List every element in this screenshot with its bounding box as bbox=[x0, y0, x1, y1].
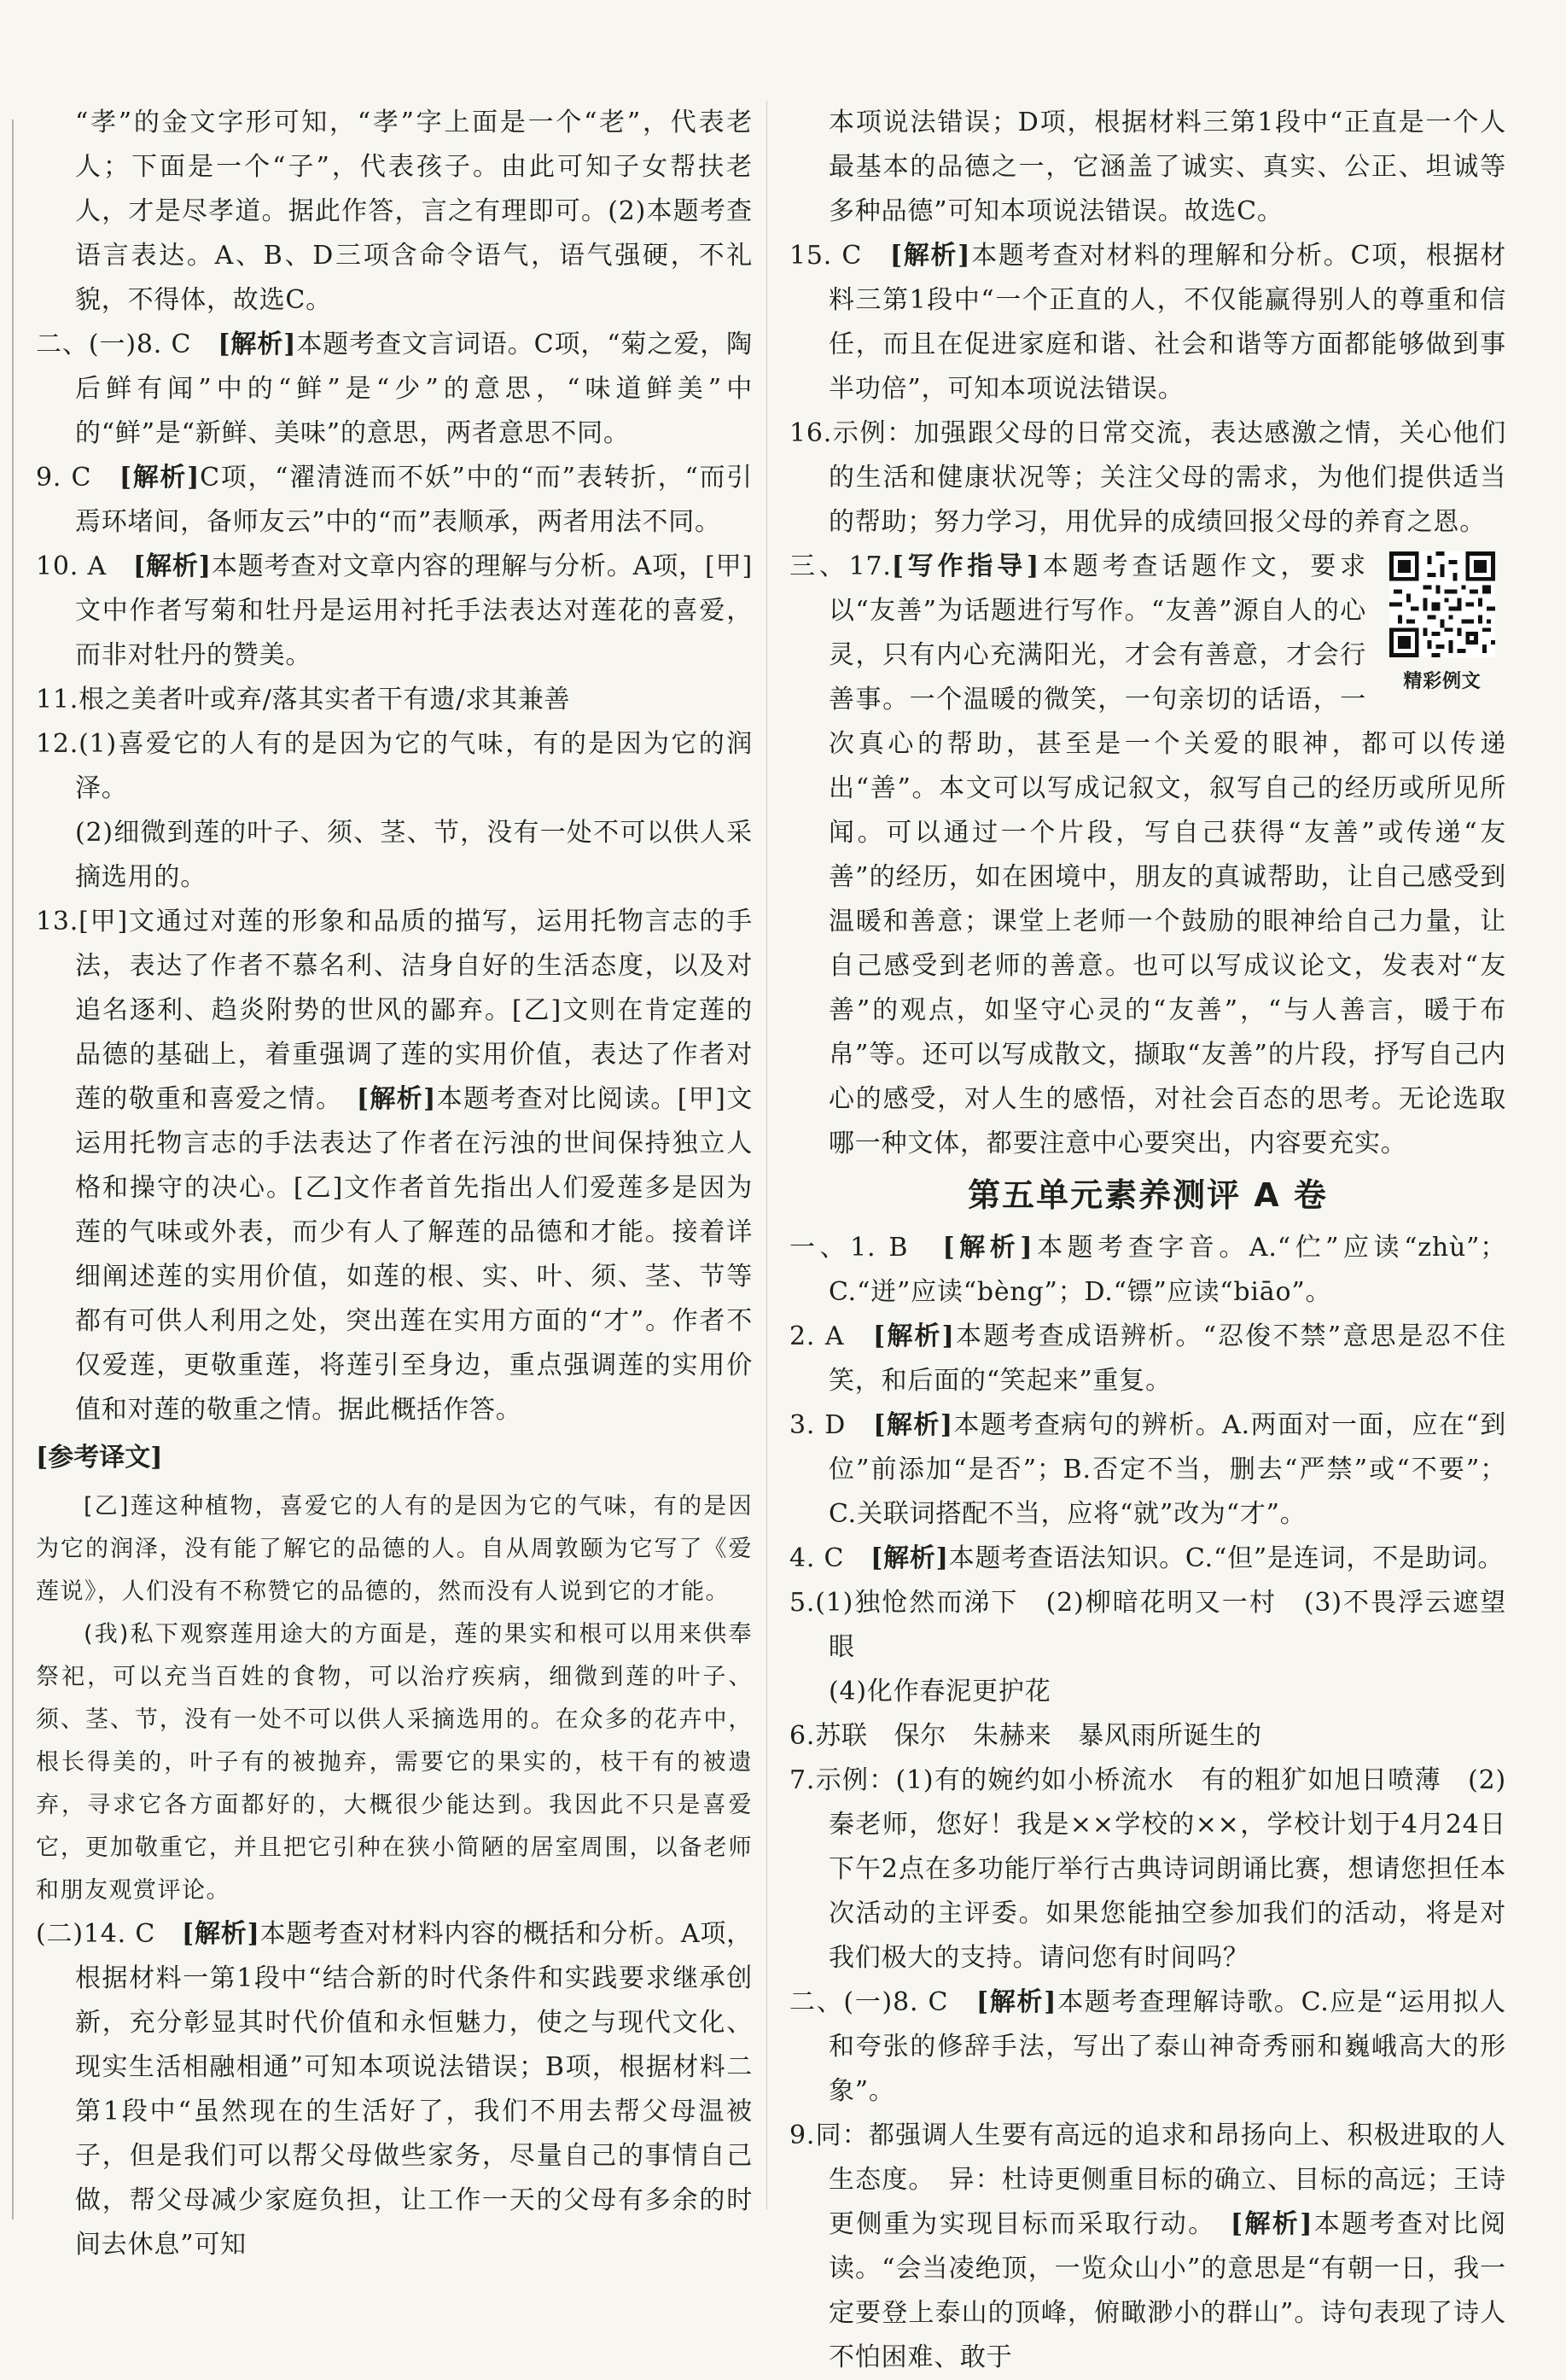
answer-u5-q3 bbox=[789, 1403, 1506, 1537]
answer-text: 本题考查理解诗歌。C.应是“运用拟人和夸张的修辞手法，写出了泰山神奇秀丽和巍峨高大的形象”。 bbox=[829, 1987, 1506, 2106]
analysis-text: 本题考查对比阅读。[甲]文运用托物言志的手法表达了作者在污浊的世间保持独立人格和操守的决心。[乙]文作者首先指出人们爱莲多是因为莲的气味或外表，而少有人了解莲的品德和才能。接着详细阐述莲的实用价值，如莲的根、实、叶、须、茎、节等都有可供人利用之处，突出莲在实用方面的“才”。作者不仅爱莲，更敬重莲，将莲引至身边，重点强调莲的实用价值和对莲的敬重之情。据此概括作答。 bbox=[75, 1084, 754, 1425]
analysis-tag: [解析] bbox=[119, 463, 201, 493]
question-number: 二、(一)8. C bbox=[36, 330, 192, 359]
answer-text: 本题考查话题作文，要求以“友善”为话题进行写作。“友善”源自人的心灵，只有内心充满阳光，才会有善意，才会行善事。一个温暖的微笑，一句亲切的话语，一次真心的帮助，甚至是一个关爱的眼神，都可以传递出“善”。本文可以写成记叙文，叙写自己的经历或所见所闻。可以通过一个片段，写自己获得“友善”或传递“友善”的经历，如在困境中，朋友的真诚帮助，让自己感受到温暖和善意；课堂上老师一个鼓励的眼神给自己力量，让自己感受到老师的善意。也可以写成议论文，发表对“友善”的观点，如坚守心灵的“友善”，“与人善言，暖于布帛”等。还可以写成散文，撷取“友善”的片段，抒写自己内心的感受，对人生的感悟，对社会百态的思考。无论选取哪一种文体，都要注意中心要突出，内容要充实。 bbox=[829, 551, 1506, 1158]
question-number: 9. bbox=[789, 2120, 816, 2150]
answer-text: 本题考查语法知识。C.“但”是连词，不是助词。 bbox=[948, 1543, 1505, 1573]
analysis-tag: [解析] bbox=[356, 1084, 437, 1114]
answer-u5-q2 bbox=[789, 1315, 1506, 1403]
right-column bbox=[789, 101, 1506, 2380]
analysis-tag: [解析] bbox=[218, 330, 297, 359]
answer-text: 本题考查成语辨析。“忍俊不禁”意思是忍不住笑，和后面的“笑起来”重复。 bbox=[829, 1321, 1506, 1396]
question-number: 13. bbox=[36, 907, 79, 936]
qr-caption: 精彩例文 bbox=[1403, 671, 1482, 692]
question-number: 一、1. B bbox=[789, 1233, 909, 1263]
answer-text: 同：都强调人生要有高远的追求和昂扬向上、积极进取的人生态度。 异：杜诗更侧重目标的确立、目标的高远；王诗更侧重为实现目标而采取行动。 bbox=[815, 2120, 1506, 2239]
answer-text: 本题考查对文章内容的理解与分析。A项，[甲]文中作者写菊和牡丹是运用衬托手法表达对莲花的喜爱，而非对牡丹的赞美。 bbox=[75, 551, 753, 670]
analysis-tag: [解析] bbox=[872, 1321, 955, 1351]
answer-q15 bbox=[789, 234, 1506, 411]
question-number: 2. A bbox=[789, 1321, 845, 1351]
question-number: 3. D bbox=[789, 1410, 847, 1440]
analysis-tag: [解析] bbox=[181, 1919, 260, 1949]
answer-u5-q5 bbox=[789, 1581, 1506, 1670]
answer-q9 bbox=[36, 456, 753, 545]
answer-q11 bbox=[36, 678, 753, 722]
analysis-tag: [解析] bbox=[870, 1543, 949, 1573]
answer-q13 bbox=[36, 900, 753, 1432]
answer-q16 bbox=[789, 411, 1506, 545]
analysis-tag: [解析] bbox=[942, 1233, 1033, 1263]
qr-code-icon[interactable] bbox=[1389, 551, 1495, 657]
answer-u5-q4 bbox=[789, 1537, 1506, 1581]
writing-guide-tag: [写作指导] bbox=[891, 551, 1040, 581]
question-number: 7. bbox=[789, 1765, 816, 1795]
question-number: 11. bbox=[36, 685, 79, 715]
analysis-text: 本题考查对比阅读。“会当凌绝顶，一览众山小”的意思是“有朝一日，我一定要登上泰山的顶峰，俯瞰渺小的群山”。诗句表现了诗人不怕困难、敢于 bbox=[829, 2209, 1507, 2372]
answer-q12-part2: (2)细微到莲的叶子、须、茎、节，没有一处不可以供人采摘选用的。 bbox=[75, 818, 753, 892]
answer-text: [甲]文通过对莲的形象和品质的描写，运用托物言志的手法，表达了作者不慕名利、洁身自好的生活态度，以及对追名逐利、趋炎附势的世风的鄙弃。[乙]文则在肯定莲的品德的基础上，着重强调了莲的实用价值，表达了作者对莲的敬重和喜爱之情。 bbox=[75, 907, 753, 1114]
answer-q10 bbox=[36, 545, 753, 678]
question-number: (二)14. C bbox=[36, 1919, 156, 1949]
reference-translation-p2: (我)私下观察莲用途大的方面是，莲的果实和根可以用来供奉祭祀，可以充当百姓的食物，可以治疗疾病，细微到莲的叶子、须、茎、节，没有一处不可以供人采摘选用的。在众多的花卉中，根长得美的，叶子有的被抛弃，需要它的果实的，枝干有的被遗弃，寻求它各方面都好的，大概很少能达到。我因此不只是喜爱它，更加敬重它，并且把它引种在狭小简陋的居室周围，以备老师和朋友观赏评论。 bbox=[36, 1621, 753, 1904]
answer-q14-continued: 本项说法错误；D项，根据材料三第1段中“正直是一个人最基本的品德之一，它涵盖了诚实、真实、公正、坦诚等多种品德”可知本项说法错误。故选C。 bbox=[829, 108, 1506, 226]
question-number: 12. bbox=[36, 729, 79, 759]
answer-fragment: “孝”的金文字形可知，“孝”字上面是一个“老”，代表老人；下面是一个“子”，代表孩子。由此可知子女帮扶老人，才是尽孝道。据此作答，言之有理即可。(2)本题考查语言表达。A、B、D三项含命令语气，语气强硬，不礼貌，不得体，故选C。 bbox=[75, 108, 753, 315]
left-column bbox=[36, 101, 753, 2267]
answer-text: (1)独怆然而涕下 (2)柳暗花明又一村 (3)不畏浮云遮望眼 bbox=[815, 1588, 1506, 1662]
analysis-tag: [解析] bbox=[1230, 2209, 1313, 2239]
question-number: 15. C bbox=[789, 241, 863, 271]
answer-u5-q9 bbox=[789, 2114, 1506, 2380]
answer-q17 bbox=[789, 545, 1506, 1166]
answer-u5-q6 bbox=[789, 1714, 1506, 1759]
answer-text: 本题考查病句的辨析。A.两面对一面，应在“到位”前添加“是否”；B.否定不当，删去“严禁”或“不要”；C.关联词搭配不当，应将“就”改为“才”。 bbox=[829, 1410, 1506, 1529]
answer-u5-q8 bbox=[789, 1980, 1506, 2114]
question-number: 二、(一)8. C bbox=[789, 1987, 949, 2017]
answer-u5-q1 bbox=[789, 1226, 1506, 1315]
question-number: 10. A bbox=[36, 551, 107, 581]
question-number: 4. C bbox=[789, 1543, 845, 1573]
question-number: 6. bbox=[789, 1721, 816, 1751]
analysis-tag: [解析] bbox=[975, 1987, 1057, 2017]
answer-u5-q7 bbox=[789, 1759, 1506, 1980]
question-number: 三、17. bbox=[789, 551, 892, 581]
answer-text: 本题考查文言词语。C项，“菊之爱，陶后鲜有闻”中的“鲜”是“少”的意思，“味道鲜美”中的“鲜”是“新鲜、美味”的意思，两者意思不同。 bbox=[75, 330, 753, 448]
answer-q14 bbox=[36, 1912, 753, 2267]
reference-translation-title: [参考译文] bbox=[36, 1443, 163, 1473]
answer-text: 苏联 保尔 朱赫来 暴风雨所诞生的 bbox=[815, 1721, 1262, 1751]
analysis-tag: [解析] bbox=[873, 1410, 953, 1440]
answer-q12 bbox=[36, 722, 753, 811]
answer-text: C项，“濯清涟而不妖”中的“而”表转折，“而引焉环堵间，备师友云”中的“而”表顺承，两者用法不同。 bbox=[75, 463, 753, 537]
answer-text: 示例：加强跟父母的日常交流，表达感激之情，关心他们的生活和健康状况等；关注父母的需求，为他们提供适当的帮助；努力学习，用优异的成绩回报父母的养育之恩。 bbox=[829, 418, 1506, 537]
reference-translation-p1: [乙]莲这种植物，喜爱它的人有的是因为它的气味，有的是因为它的润泽，没有能了解它的品德的人。自从周敦颐为它写了《爱莲说》，人们没有不称赞它的品德的，然而没有人说到它的才能。 bbox=[36, 1493, 753, 1605]
answer-text: 根之美者叶或弃/落其实者干有遗/求其兼善 bbox=[79, 685, 571, 715]
column-divider bbox=[766, 101, 767, 2209]
question-number: 5. bbox=[789, 1588, 816, 1618]
qr-code-block[interactable] bbox=[1378, 551, 1506, 702]
question-number: 9. C bbox=[36, 463, 92, 493]
page-edge-line bbox=[12, 120, 14, 2220]
answer-text: (1)喜爱它的人有的是因为它的气味，有的是因为它的润泽。 bbox=[75, 729, 753, 803]
answer-text: 本题考查对材料的理解和分析。C项，根据材料三第1段中“一个正直的人，不仅能赢得别人的尊重和信任，而且在促进家庭和谐、社会和谐等方面都能够做到事半功倍”，可知本项说法错误。 bbox=[829, 241, 1506, 404]
answer-text: 本题考查字音。A.“伫”应读“zhù”；C.“迸”应读“bèng”；D.“镖”应读“biāo”。 bbox=[829, 1233, 1506, 1307]
question-number: 16. bbox=[789, 418, 833, 448]
answer-text: 本题考查对材料内容的概括和分析。A项，根据材料一第1段中“结合新的时代条件和实践要求继承创新，充分彰显其时代价值和永恒魅力，使之与现代文化、现实生活相融相通”可知本项说法错误；B项，根据材料二第1段中“虽然现在的生活好了，我们不用去帮父母温被子，但是我们可以帮父母做些家务，尽量自己的事情自己做，帮父母减少家庭负担，让工作一天的父母有多余的时间去休息”可知 bbox=[75, 1919, 753, 2260]
section-title: 第五单元素养测评 A 卷 bbox=[968, 1176, 1328, 1214]
analysis-tag: [解析] bbox=[132, 551, 212, 581]
answer-q8 bbox=[36, 323, 753, 456]
answer-u5-q5-part2: (4)化作春泥更护花 bbox=[829, 1677, 1051, 1706]
analysis-tag: [解析] bbox=[889, 241, 971, 271]
answer-text: 示例：(1)有的婉约如小桥流水 有的粗犷如旭日喷薄 (2)秦老师，您好！我是××学校的××，学校计划于4月24日下午2点在多功能厅举行古典诗词朗诵比赛，想请您担任本次活动的主评委。如果您能抽空参加我们的活动，将是对我们极大的支持。请问您有时间吗？ bbox=[815, 1765, 1506, 1973]
